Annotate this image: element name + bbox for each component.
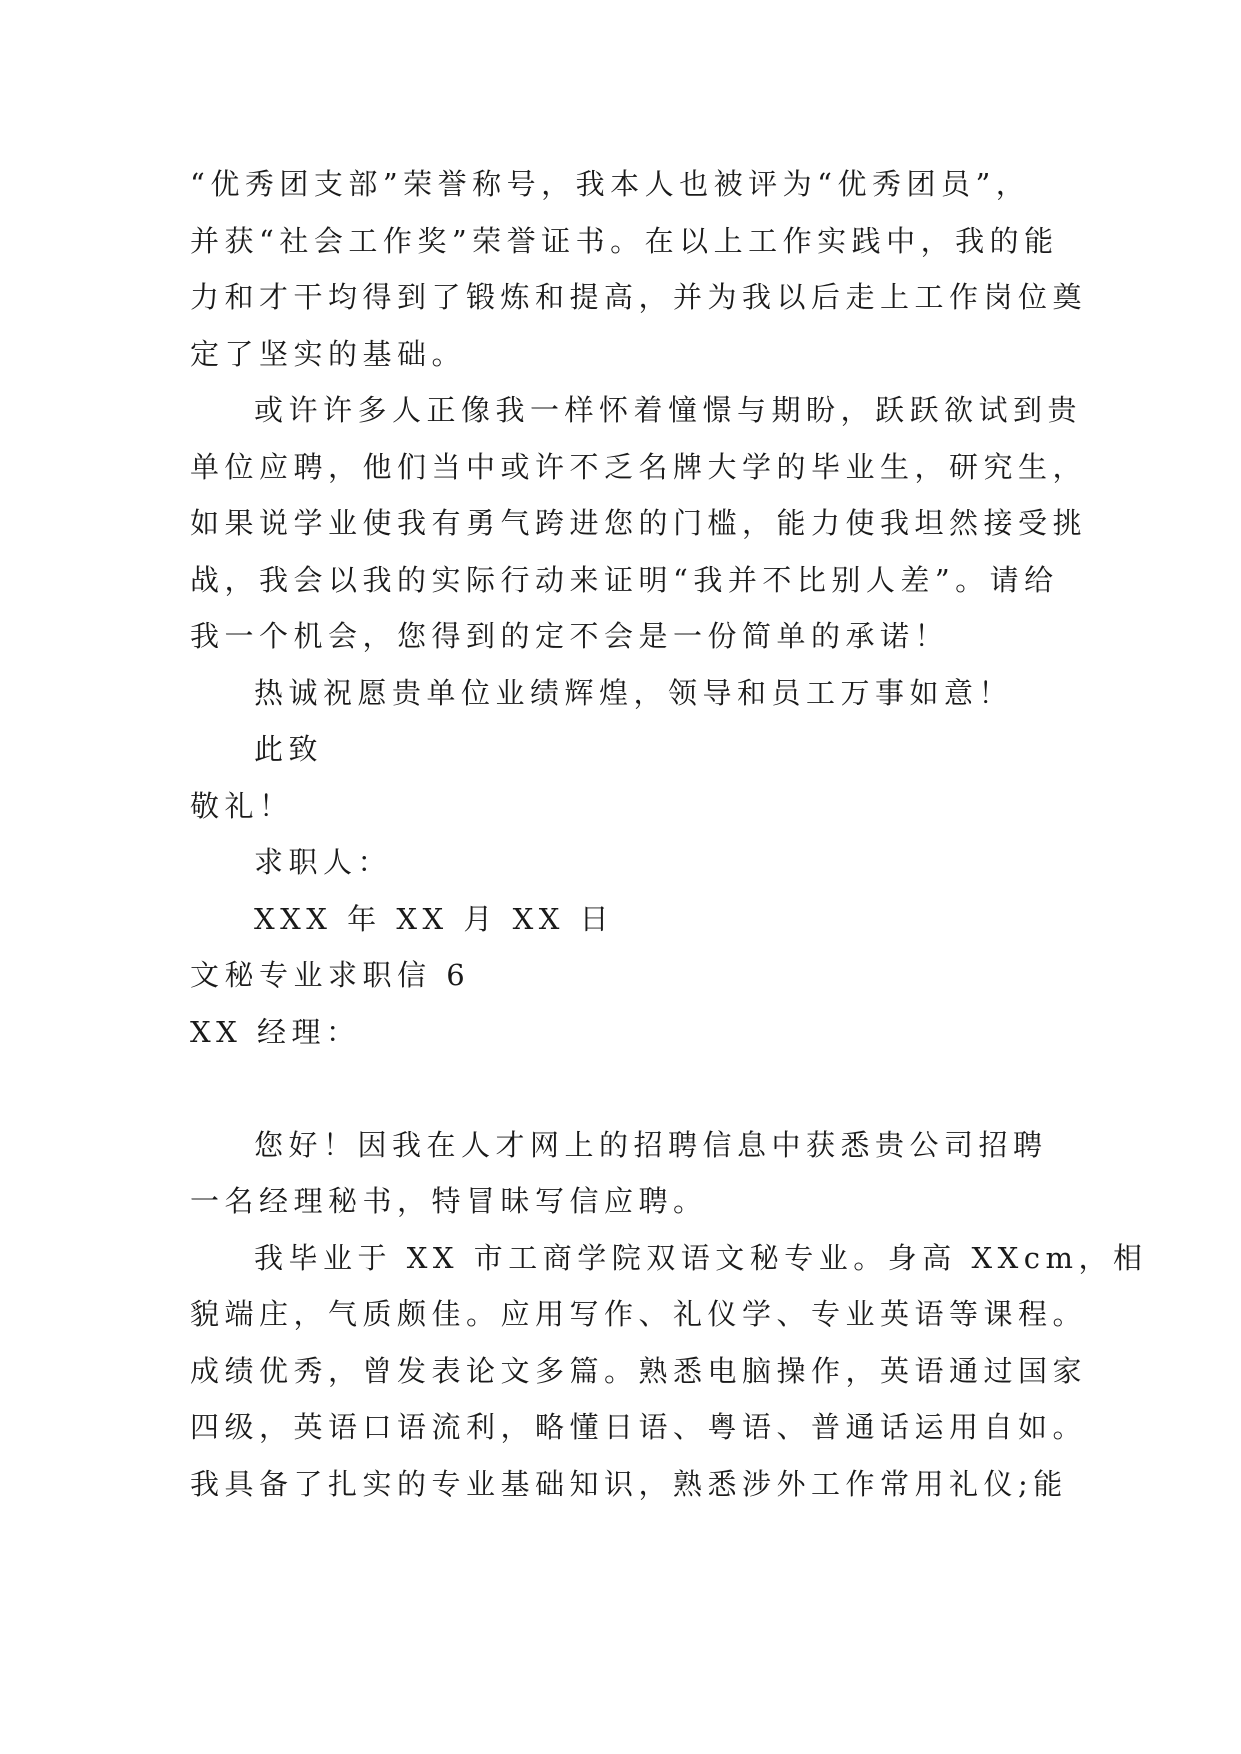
- closing-wish: 热诚祝愿贵单位业绩辉煌，领导和员工万事如意！: [254, 675, 1014, 710]
- letter-body: [190, 156, 1148, 1512]
- text-line: 战，我会以我的实际行动来证明“我并不比别人差”。请给: [190, 562, 1059, 597]
- recipient-line: XX 经理：: [190, 1014, 361, 1049]
- text-line: 貌端庄，气质颇佳。应用写作、礼仪学、专业英语等课程。: [190, 1297, 1088, 1331]
- signature-label: 求职人：: [254, 845, 393, 879]
- text-line: 单位应聘，他们当中或许不乏名牌大学的毕业生，研究生，: [190, 449, 1088, 484]
- text-line: 我毕业于 XX 市工商学院双语文秘专业。身高 XXcm，相: [254, 1240, 1148, 1275]
- text-line: 四级，英语口语流利，略懂日语、粤语、普通话运用自如。: [190, 1410, 1088, 1444]
- salutation-cizhi: 此致: [254, 732, 324, 766]
- salutation-jingli: 敬礼！: [190, 788, 294, 823]
- text-line: 力和才干均得到了锻炼和提高，并为我以后走上工作岗位奠: [190, 280, 1088, 314]
- text-line: 定了坚实的基础。: [190, 336, 467, 371]
- text-line: 成绩优秀，曾发表论文多篇。熟悉电脑操作，英语通过国家: [190, 1353, 1088, 1388]
- text-line: 您好！因我在人才网上的招聘信息中获悉贵公司招聘: [254, 1127, 1048, 1162]
- date-line: XXX 年 XX 月 XX 日: [254, 901, 615, 936]
- text-line: “优秀团支部”荣誉称号，我本人也被评为“优秀团员”，: [190, 167, 1031, 201]
- text-line: 并获“社会工作奖”荣誉证书。在以上工作实践中，我的能: [190, 223, 1059, 258]
- text-line: 或许许多人正像我一样怀着憧憬与期盼，跃跃欲试到贵: [254, 393, 1083, 427]
- blank-line: [190, 1060, 1070, 1117]
- text-line: 我具备了扎实的专业基础知识，熟悉涉外工作常用礼仪;能: [190, 1466, 1068, 1501]
- text-line: 如果说学业使我有勇气跨进您的门槛，能力使我坦然接受挑: [190, 506, 1088, 540]
- section-title: 文秘专业求职信 6: [190, 958, 471, 992]
- text-line: 我一个机会，您得到的定不会是一份简单的承诺！: [190, 619, 950, 653]
- text-line: 一名经理秘书，特冒昧写信应聘。: [190, 1184, 708, 1218]
